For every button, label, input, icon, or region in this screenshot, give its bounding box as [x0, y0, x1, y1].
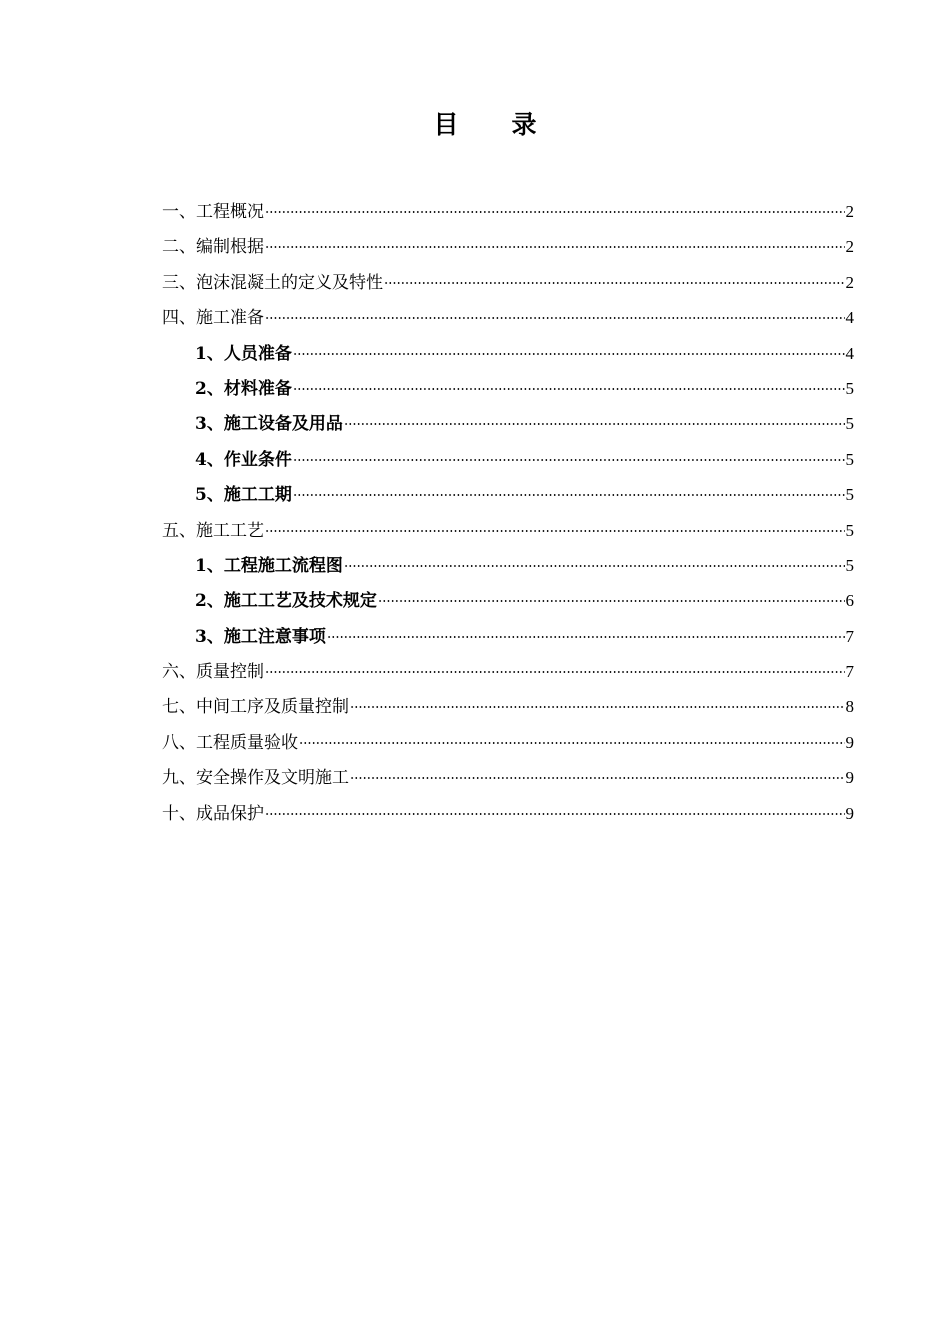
- toc-entry-label: 五、施工工艺: [162, 520, 264, 541]
- toc-entry-label: 3、施工设备及用品: [195, 414, 343, 435]
- toc-entry-page: 7: [845, 662, 854, 682]
- dot-leader: [265, 246, 845, 248]
- toc-entry-label: 一、工程概况: [162, 202, 264, 222]
- dot-leader: [327, 636, 845, 638]
- toc-subentry[interactable]: [162, 336, 854, 371]
- table-of-contents: [162, 194, 854, 831]
- dot-leader: [293, 353, 845, 355]
- dot-leader: [265, 211, 845, 213]
- toc-subentry[interactable]: [162, 442, 854, 477]
- toc-entry[interactable]: [162, 760, 854, 795]
- toc-entry-page: 9: [845, 803, 854, 823]
- toc-entry-label: 七、中间工序及质量控制: [162, 697, 349, 718]
- dot-leader: [350, 777, 845, 779]
- dot-leader: [293, 494, 845, 496]
- toc-entry[interactable]: [162, 229, 854, 264]
- toc-title: 目 录: [433, 110, 551, 139]
- toc-entry-label: 八、工程质量验收: [162, 732, 298, 753]
- toc-entry-page: 2: [845, 202, 854, 221]
- toc-entry-page: 5: [845, 449, 854, 469]
- dot-leader: [384, 282, 845, 284]
- dot-leader: [265, 813, 845, 815]
- dot-leader: [344, 565, 845, 567]
- toc-entry[interactable]: [162, 300, 854, 335]
- dot-leader: [299, 742, 845, 744]
- toc-entry-page: 5: [845, 485, 854, 505]
- toc-entry-label: 5、施工工期: [195, 485, 292, 506]
- toc-entry[interactable]: [162, 513, 854, 548]
- dot-leader: [350, 706, 845, 708]
- toc-entry-label: 六、质量控制: [162, 662, 264, 683]
- toc-entry-label: 1、人员准备: [195, 343, 292, 364]
- toc-subentry[interactable]: [162, 619, 854, 654]
- toc-entry-page: 5: [845, 555, 854, 575]
- toc-entry-label: 十、成品保护: [162, 803, 264, 824]
- toc-entry-page: 5: [845, 378, 854, 398]
- toc-entry-page: 5: [845, 520, 854, 540]
- toc-entry-page: 4: [845, 343, 854, 363]
- toc-entry[interactable]: [162, 194, 854, 229]
- toc-entry[interactable]: [162, 654, 854, 689]
- dot-leader: [378, 600, 845, 602]
- toc-entry-page: 4: [845, 308, 854, 328]
- toc-subentry[interactable]: [162, 583, 854, 618]
- toc-entry-page: 5: [845, 414, 854, 434]
- toc-entry-label: 2、施工工艺及技术规定: [195, 591, 377, 612]
- toc-entry[interactable]: [162, 265, 854, 300]
- toc-entry-page: 7: [845, 626, 854, 646]
- toc-subentry[interactable]: [162, 371, 854, 406]
- toc-subentry[interactable]: [162, 548, 854, 583]
- toc-subentry[interactable]: [162, 406, 854, 441]
- toc-entry-label: 1、工程施工流程图: [195, 555, 343, 576]
- toc-entry-label: 2、材料准备: [195, 378, 292, 399]
- toc-entry[interactable]: [162, 689, 854, 724]
- toc-entry-label: 3、施工注意事项: [195, 626, 326, 647]
- dot-leader: [293, 388, 845, 390]
- dot-leader: [265, 317, 845, 319]
- toc-entry-label: 二、编制根据: [162, 237, 264, 258]
- dot-leader: [344, 423, 845, 425]
- toc-entry-page: 2: [845, 237, 854, 257]
- toc-entry[interactable]: [162, 725, 854, 760]
- toc-entry-page: 6: [845, 591, 854, 611]
- toc-entry-label: 三、泡沫混凝土的定义及特性: [162, 272, 383, 293]
- dot-leader: [265, 530, 845, 532]
- toc-entry-page: 9: [845, 732, 854, 752]
- toc-entry-label: 四、施工准备: [162, 308, 264, 329]
- dot-leader: [293, 459, 845, 461]
- dot-leader: [265, 671, 845, 673]
- toc-entry-page: 2: [845, 272, 854, 292]
- toc-subentry[interactable]: [162, 477, 854, 512]
- toc-entry-label: 4、作业条件: [195, 449, 292, 470]
- toc-entry-label: 九、安全操作及文明施工: [162, 768, 349, 789]
- toc-entry-page: 8: [845, 697, 854, 717]
- toc-entry[interactable]: [162, 796, 854, 831]
- toc-entry-page: 9: [845, 768, 854, 788]
